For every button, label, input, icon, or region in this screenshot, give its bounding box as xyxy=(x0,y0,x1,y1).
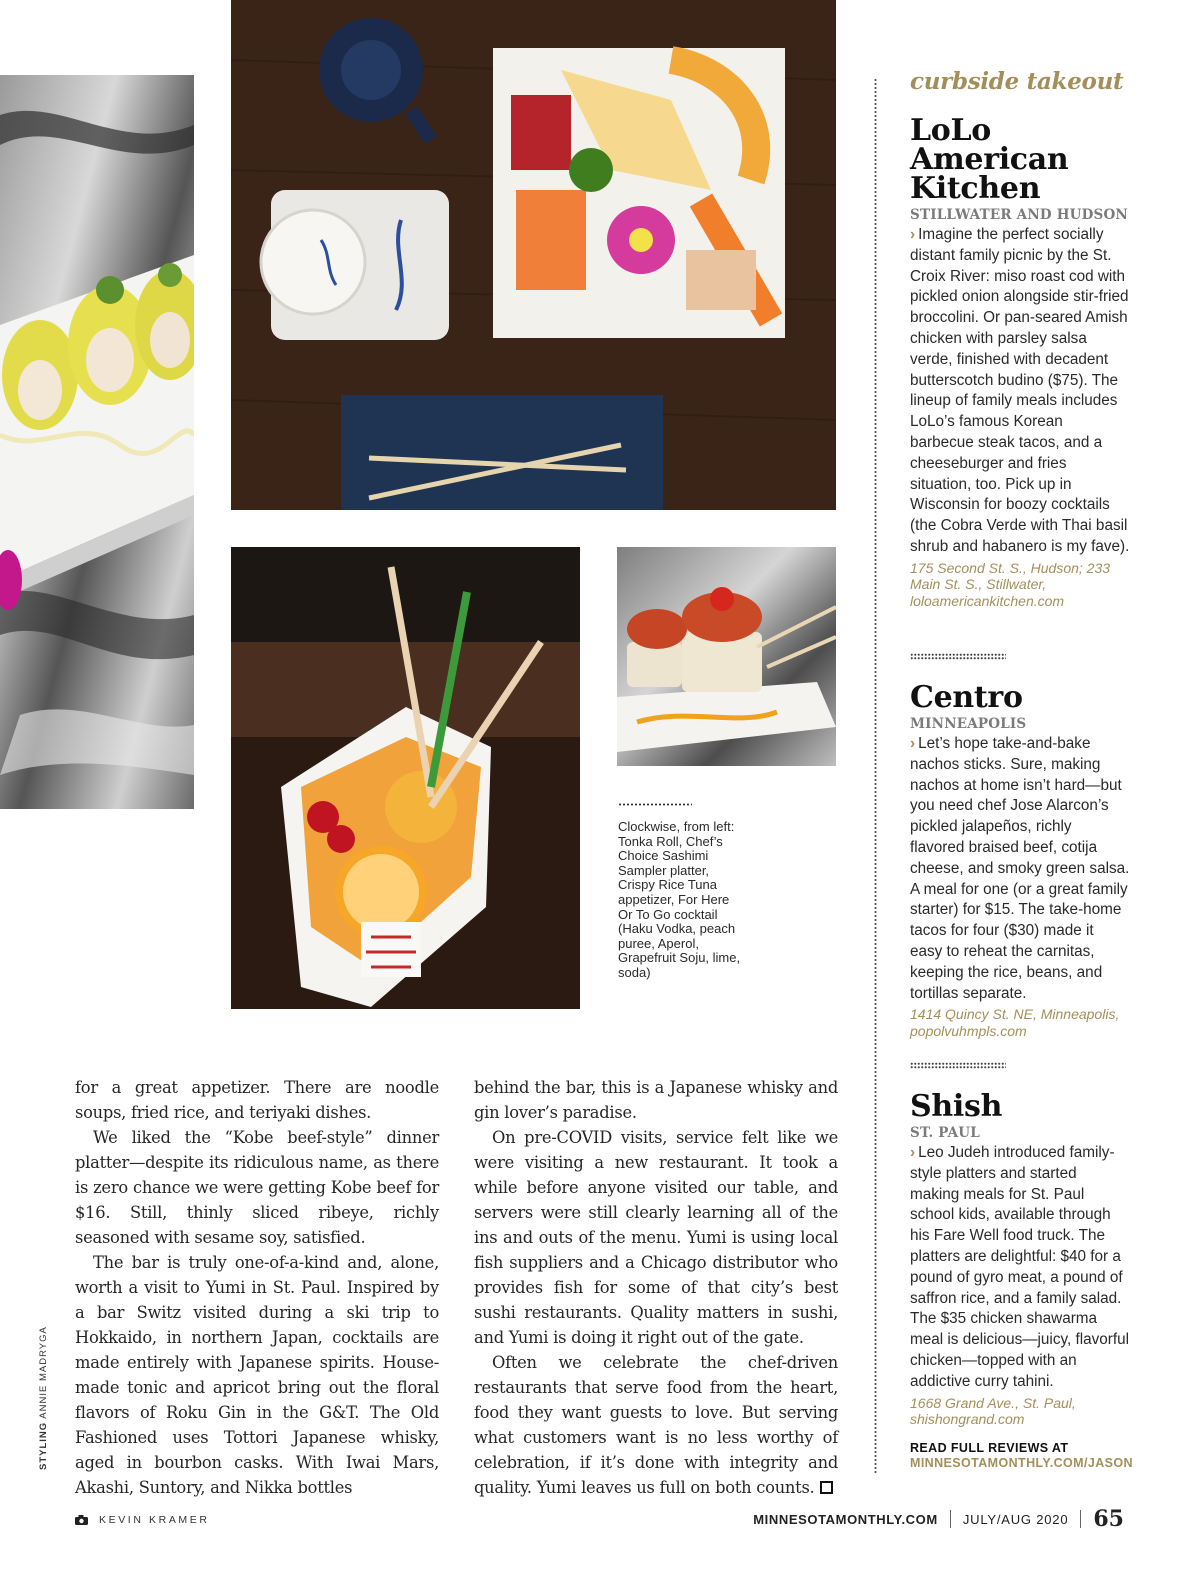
sidebar-dotted-rule xyxy=(910,653,1006,660)
restaurant-review xyxy=(910,225,1130,558)
restaurant-name: LoLo American Kitchen xyxy=(910,113,1069,206)
restaurant-address: 1668 Grand Ave., St. Paul, shishongrand.com xyxy=(910,1394,1076,1428)
caption-dotted-rule xyxy=(618,802,692,807)
article-paragraph-text: Often we celebrate the chef-driven restaurants that serve food from the heart, food they want guests to love. But serving what customers want is no less worthy of celebration, if it’s done with integrity and quality. Yumi leaves us full on both counts. xyxy=(474,1353,838,1497)
styling-credit xyxy=(38,1270,49,1470)
restaurant-location: STILLWATER AND HUDSON xyxy=(910,207,1128,223)
restaurant-name: Centro xyxy=(910,680,1023,715)
article-paragraph: behind the bar, this is a Japanese whisky and gin lover’s paradise. xyxy=(474,1078,838,1122)
restaurant-name: Shish xyxy=(910,1089,1003,1124)
read-full-label: READ FULL REVIEWS AT xyxy=(910,1441,1069,1455)
review-text: Leo Judeh introduced family-style platters and started making meals for St. Paul school kids, available through his Fare Well food truck. The platters are delightful: $40 for a pound of gyro meat, a pound of saffron rice, and a family salad. The $35 chicken shawarma meal is delicious—juicy, flavorful chicken—topped with an addictive curry tahini. xyxy=(910,1144,1130,1390)
chevron-right-icon: › xyxy=(910,735,916,752)
restaurant-address: 175 Second St. S., Hudson; 233 Main St. S., Stillwater, loloamericankitchen.com xyxy=(910,559,1111,609)
photo-caption: Clockwise, from left: Tonka Roll, Chef’s Choice Sashimi Sampler platter, Crispy Rice Tuna appetizer, For Here Or To Go cocktail (Haku Vodka, peach puree, Aperol, Grapefruit Soju, lime, soda) xyxy=(618,819,741,980)
restaurant-shish xyxy=(910,1089,1130,1428)
cocktail-photo xyxy=(231,547,580,1009)
article-paragraph: On pre-COVID visits, service felt like we were visiting a new restaurant. It took a while before anyone visited our table, and servers were still clearly learning all of the ins and outs of the menu. Yumi is using local fish suppliers and a Chicago distributor who provides fish for some of that city’s best sushi restaurants. Quality matters in sushi, and Yumi is doing it right out of the gate. xyxy=(474,1128,838,1347)
restaurant-review xyxy=(910,734,1130,1004)
restaurant-location: ST. PAUL xyxy=(910,1125,980,1141)
sidebar-dotted-divider xyxy=(874,78,877,1473)
article-paragraph xyxy=(474,1350,838,1500)
restaurant-location: MINNEAPOLIS xyxy=(910,716,1027,732)
restaurant-address: 1414 Quincy St. NE, Minneapolis, popolvuhmpls.com xyxy=(910,1006,1120,1039)
page-number: 65 xyxy=(1093,1506,1124,1532)
article-column-2 xyxy=(474,1075,838,1500)
tonka-roll-photo xyxy=(0,75,194,809)
review-text: Let’s hope take-and-bake nachos sticks. Sure, making nachos at home isn’t hard—but you need chef Jose Alarcon’s pickled jalapeños, richly flavored braised beef, cotija cheese, and smoky green salsa. A meal for one (or a great family starter) for $15. The take-home tacos for four ($30) made it easy to reheat the carnitas, keeping the rice, beans, and tortillas separate. xyxy=(910,735,1130,1002)
crispy-rice-photo xyxy=(617,547,836,766)
article-paragraph: We liked the “Kobe beef-style” dinner platter—despite its ridiculous name, as there is zero chance we were getting Kobe beef for $16. Still, thinly sliced ribeye, richly seasoned with sesame soy, satisfied. xyxy=(75,1128,439,1247)
photographer-name: KEVIN KRAMER xyxy=(99,1514,210,1526)
sidebar-dotted-rule xyxy=(910,1062,1006,1069)
read-full-reviews xyxy=(910,1441,1140,1470)
footer-issue: JULY/AUG 2020 xyxy=(962,1511,1069,1527)
restaurant-centro xyxy=(910,680,1130,1039)
chevron-right-icon: › xyxy=(910,226,916,243)
page-footer xyxy=(753,1506,1124,1532)
restaurant-lolo xyxy=(910,113,1130,609)
footer-site: MINNESOTAMONTHLY.COM xyxy=(753,1511,938,1527)
article-column-1 xyxy=(75,1075,439,1500)
photo-credit xyxy=(75,1514,210,1526)
end-mark-icon xyxy=(820,1481,833,1494)
footer-separator xyxy=(1080,1510,1081,1528)
camera-icon xyxy=(75,1515,88,1525)
styling-label: STYLING xyxy=(38,1421,49,1470)
sidebar-kicker: curbside takeout xyxy=(910,68,1124,95)
footer-separator xyxy=(950,1510,951,1528)
restaurant-review xyxy=(910,1143,1130,1393)
read-full-url[interactable]: MINNESOTAMONTHLY.COM/JASON xyxy=(910,1455,1133,1470)
article-paragraph: for a great appetizer. There are noodle soups, fried rice, and teriyaki dishes. xyxy=(75,1078,439,1122)
chevron-right-icon: › xyxy=(910,1144,916,1161)
article-paragraph: The bar is truly one-of-a-kind and, alone, worth a visit to Yumi in St. Paul. Inspired by a bar Switz visited during a ski trip to Hokkaido, in northern Japan, cocktails are made entirely with Japanese spirits. House-made tonic and apricot bring out the floral flavors of Roku Gin in the G&T. The Old Fashioned uses Tottori Japanese whisky, aged in bourbon casks. With Iwai Mars, Akashi, Suntory, and Nikka bottles xyxy=(75,1253,439,1497)
styling-name: ANNIE MADRYGA xyxy=(38,1326,49,1419)
sashimi-sampler-photo xyxy=(231,0,836,510)
review-text: Imagine the perfect socially distant family picnic by the St. Croix River: miso roast cod with pickled onion alongside stir-fried broccolini. Or pan-seared Amish chicken with parsley salsa verde, finished with decadent butterscotch budino ($75). The lineup of family meals includes LoLo’s famous Korean barbecue steak tacos, and a cheeseburger and fries situation, too. Pick up in Wisconsin for boozy cocktails (the Cobra Verde with Thai basil shrub and habanero is my fave). xyxy=(910,226,1130,555)
